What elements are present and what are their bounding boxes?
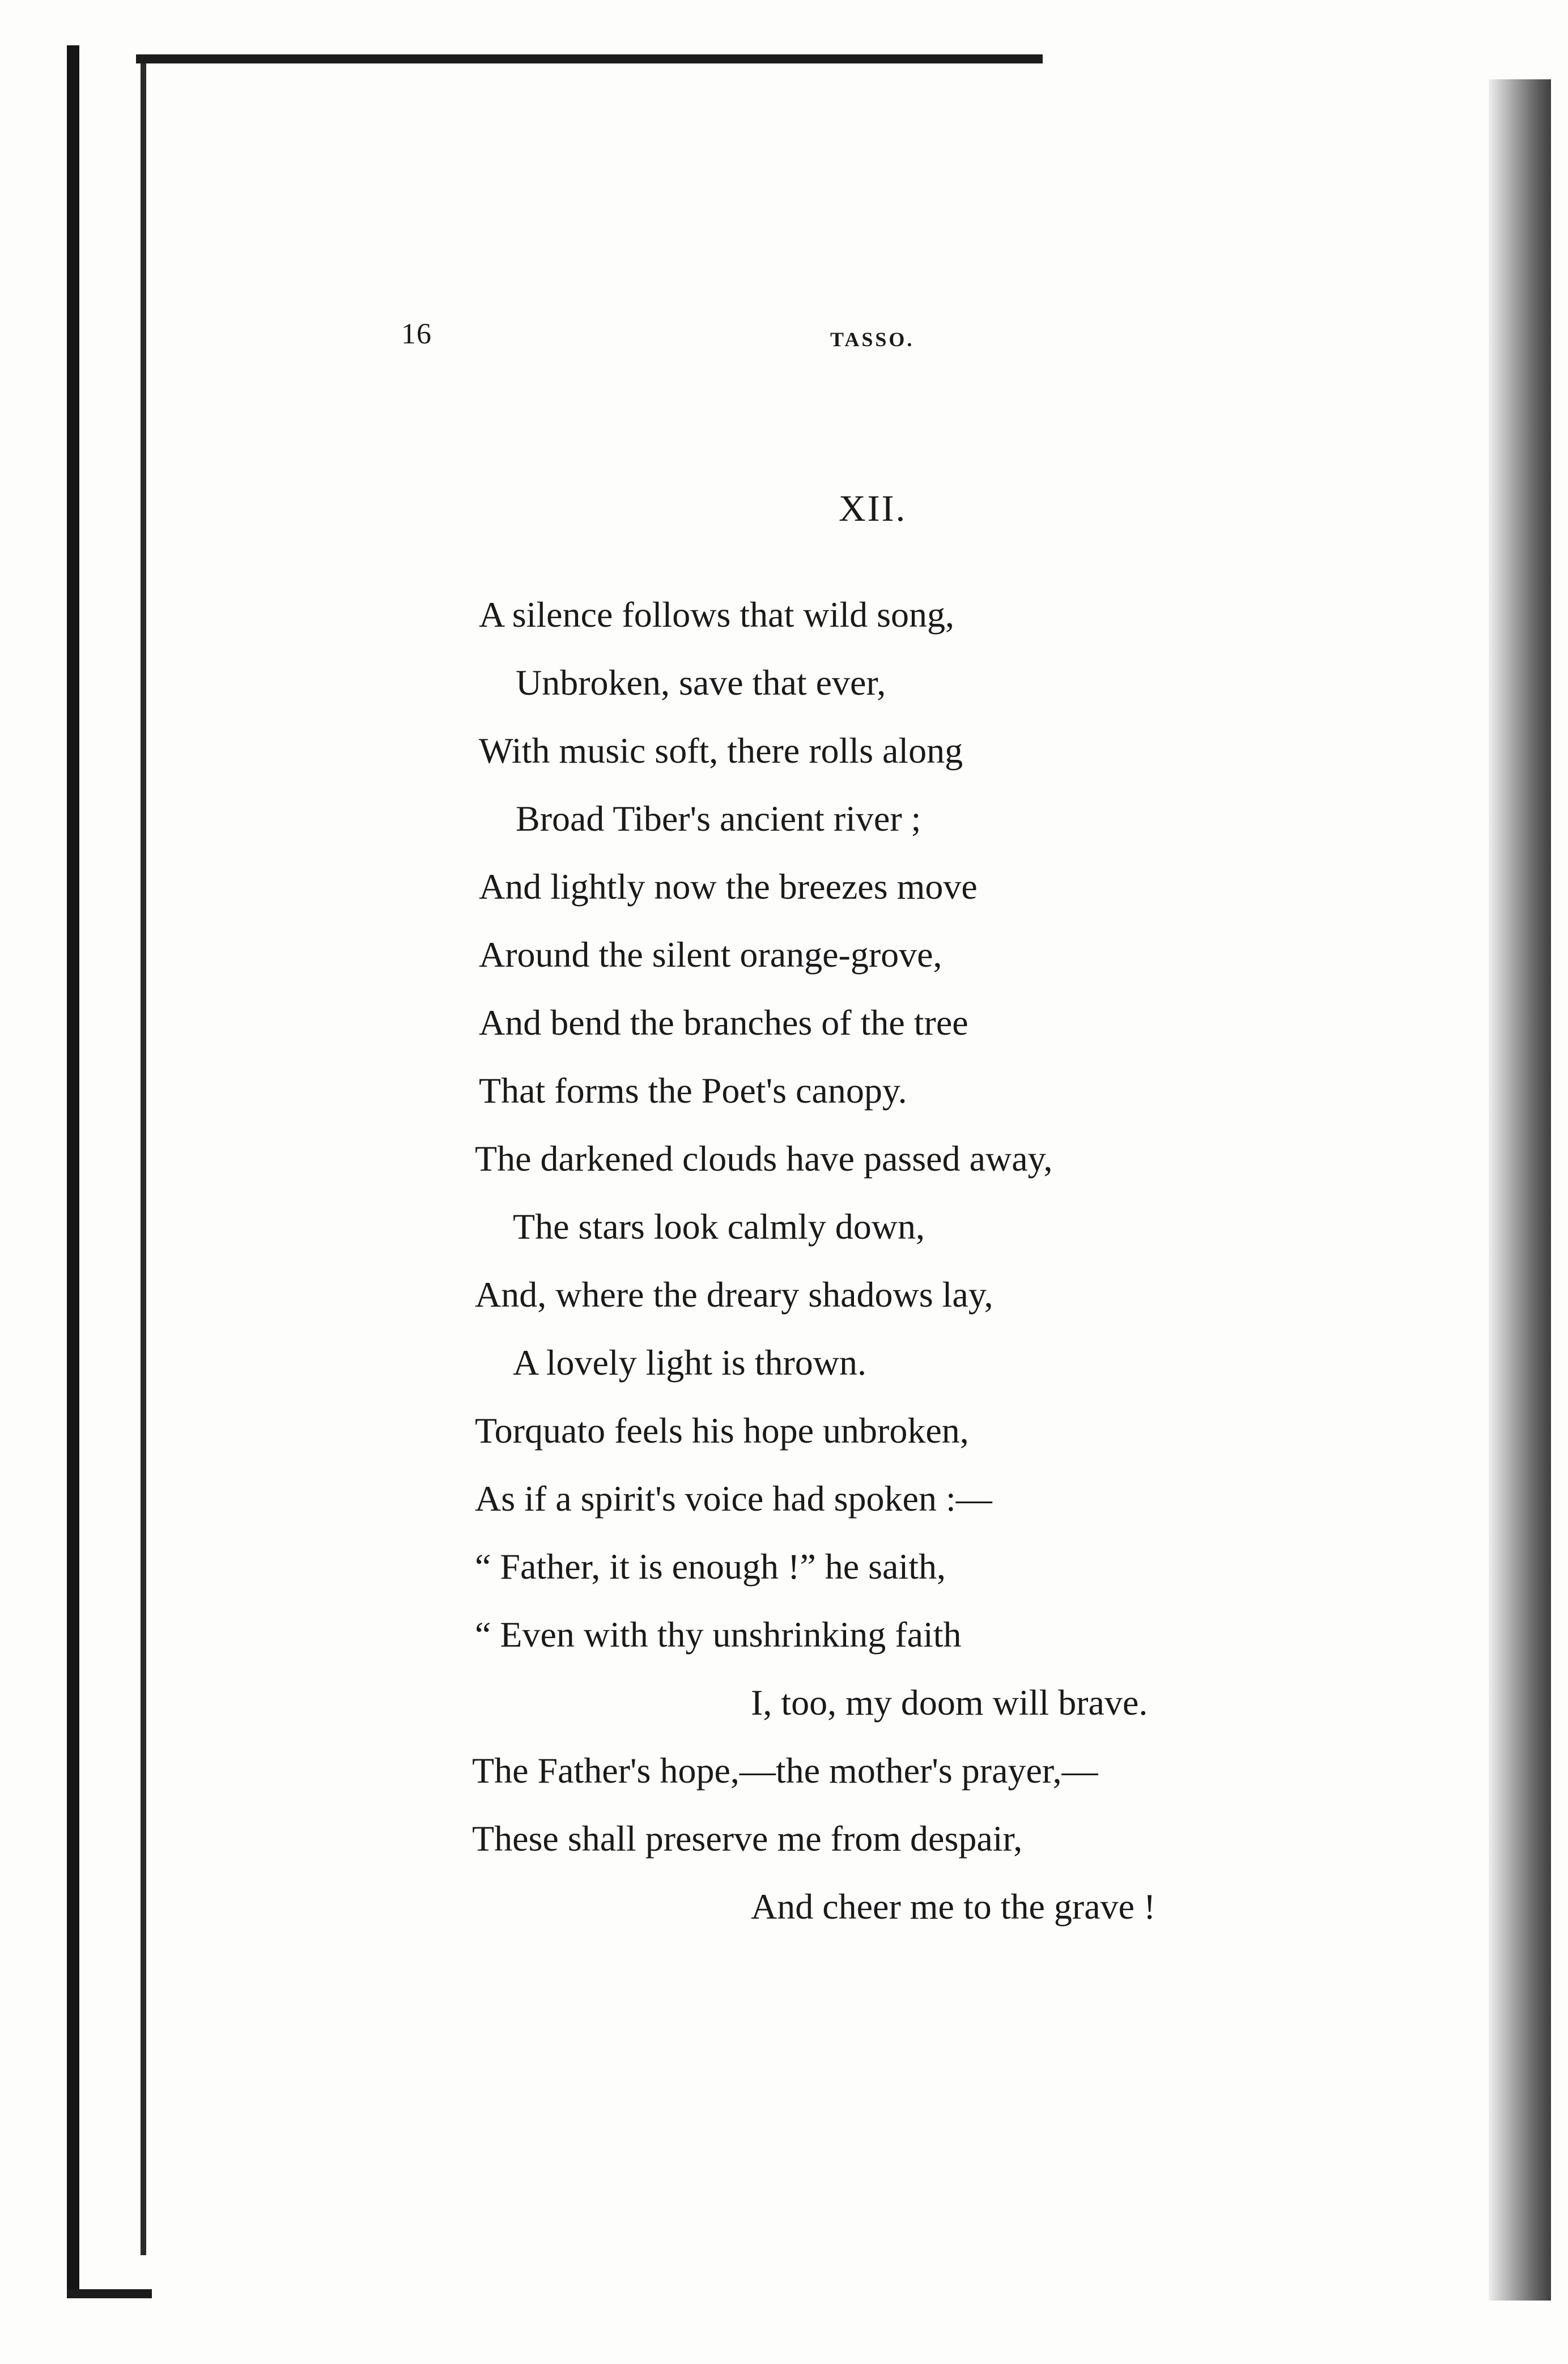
page-number: 16	[401, 318, 432, 350]
running-title: TASSO.	[830, 328, 915, 351]
poem-line: Unbroken, save that ever,	[516, 662, 886, 703]
binding-frame-bottom	[67, 2289, 152, 2298]
poem-line: The darkened clouds have passed away,	[475, 1138, 1053, 1179]
running-head	[0, 317, 1568, 363]
poem-line: And, where the dreary shadows lay,	[475, 1274, 993, 1315]
binding-frame-left	[67, 45, 79, 2289]
poem-line: I, too, my doom will brave.	[751, 1682, 1148, 1723]
poem-line: And cheer me to the grave !	[751, 1886, 1156, 1927]
poem-line: And bend the branches of the tree	[479, 1002, 968, 1043]
poem-line: Torquato feels his hope unbroken,	[475, 1410, 969, 1451]
poem-line: These shall preserve me from despair,	[472, 1818, 1023, 1859]
page-edge-shadow	[1489, 79, 1551, 2301]
section-number: XII.	[839, 488, 907, 529]
poem-line: “ Even with thy unshrinking faith	[475, 1614, 962, 1655]
poem-line: The stars look calmly down,	[513, 1206, 925, 1247]
poem-line: Broad Tiber's ancient river ;	[516, 798, 921, 839]
binding-frame-inner	[141, 57, 146, 2255]
poem-line: With music soft, there rolls along	[479, 730, 963, 771]
poem-line: The Father's hope,—the mother's prayer,—	[472, 1750, 1098, 1791]
poem-line: That forms the Poet's canopy.	[479, 1070, 907, 1111]
poem-line: And lightly now the breezes move	[479, 866, 978, 907]
poem-line: “ Father, it is enough !” he saith,	[475, 1546, 946, 1587]
poem-line: Around the silent orange-grove,	[479, 934, 942, 975]
binding-frame-top	[136, 54, 1043, 63]
poem-line: As if a spirit's voice had spoken :—	[475, 1478, 992, 1519]
poem-line: A silence follows that wild song,	[479, 594, 955, 635]
poem-line: A lovely light is thrown.	[513, 1342, 866, 1383]
